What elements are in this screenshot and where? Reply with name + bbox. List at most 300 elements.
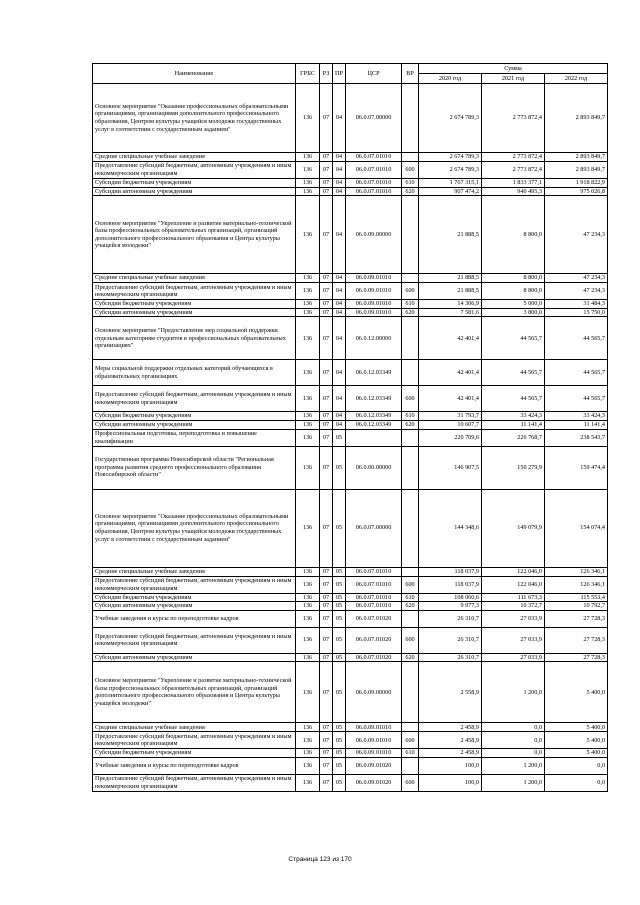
col-header-2020: 2020 год xyxy=(419,74,482,84)
table-header xyxy=(93,64,608,84)
cell-vr xyxy=(402,196,419,274)
cell-rz: 07 xyxy=(320,300,333,309)
cell-vr: 610 xyxy=(402,179,419,188)
cell-2022: 5 400,0 xyxy=(545,723,608,732)
cell-vr: 600 xyxy=(402,627,419,653)
cell-grbs: 136 xyxy=(296,162,320,179)
cell-2022: 27 728,3 xyxy=(545,627,608,653)
cell-rz: 07 xyxy=(320,774,333,791)
table-row xyxy=(93,567,608,576)
cell-vr: 600 xyxy=(402,576,419,593)
cell-name: Основное мероприятие "Оказание профессиональных образовательными организациями, организациями дополнительного профессионального образования, Центром культуры учащейся молодежи государственных услуг в соответствии с государственным заданием" xyxy=(93,84,296,153)
cell-pr: 04 xyxy=(333,386,346,412)
cell-grbs: 136 xyxy=(296,593,320,602)
cell-2020: 220 709,6 xyxy=(419,429,482,446)
cell-name: Средние специальные учебные заведения xyxy=(93,567,296,576)
cell-2020: 2 458,9 xyxy=(419,723,482,732)
cell-2020: 42 401,4 xyxy=(419,386,482,412)
cell-2021: 1 200,0 xyxy=(482,757,545,774)
budget-table xyxy=(92,63,608,792)
cell-csr: 06.0.07.00000 xyxy=(346,489,402,567)
cell-csr: 06.0.09.01010 xyxy=(346,732,402,749)
table-row xyxy=(93,300,608,309)
cell-csr: 06.0.07.01010 xyxy=(346,593,402,602)
cell-vr: 620 xyxy=(402,187,419,196)
cell-vr xyxy=(402,429,419,446)
cell-csr: 06.0.12.03349 xyxy=(346,412,402,421)
cell-grbs: 136 xyxy=(296,576,320,593)
cell-name: Субсидии бюджетным учреждениям xyxy=(93,179,296,188)
cell-vr: 620 xyxy=(402,653,419,662)
page-number: Страница 123 из 170 xyxy=(288,856,352,863)
cell-pr: 04 xyxy=(333,412,346,421)
cell-name: Основное мероприятие "Предоставление мер социальной поддержки отдельным категориям студентов в профессиональных образовательных организациях" xyxy=(93,317,296,360)
cell-csr: 06.0.07.01010 xyxy=(346,602,402,611)
cell-2021: 44 565,7 xyxy=(482,317,545,360)
cell-2022: 2 893 849,7 xyxy=(545,84,608,153)
cell-grbs: 136 xyxy=(296,749,320,758)
cell-csr: 06.0.07.01020 xyxy=(346,653,402,662)
cell-2020: 9 977,3 xyxy=(419,602,482,611)
cell-name: Государственная программа Новосибирской области "Региональная программа развития среднего профессионального образования Новосибирской области" xyxy=(93,446,296,489)
cell-2020: 42 401,4 xyxy=(419,360,482,386)
cell-2022: 5 400,0 xyxy=(545,749,608,758)
cell-csr: 06.0.09.00000 xyxy=(346,196,402,274)
table-row xyxy=(93,274,608,283)
cell-csr: 06.0.12.03349 xyxy=(346,386,402,412)
cell-name: Меры социальной поддержки отдельных категорий обучающихся в образовательных организациях xyxy=(93,360,296,386)
cell-2022: 238 543,7 xyxy=(545,429,608,446)
cell-vr: 600 xyxy=(402,774,419,791)
cell-2022: 47 234,3 xyxy=(545,196,608,274)
cell-vr: 600 xyxy=(402,386,419,412)
table-row xyxy=(93,308,608,317)
cell-2020: 108 060,6 xyxy=(419,593,482,602)
cell-name: Предоставление субсидий бюджетным, автономным учреждениям и иным некоммерческим организациям xyxy=(93,283,296,300)
cell-2022: 0,0 xyxy=(545,757,608,774)
cell-2021: 10 372,7 xyxy=(482,602,545,611)
table-row xyxy=(93,179,608,188)
cell-csr: 06.0.09.01010 xyxy=(346,749,402,758)
cell-2022: 31 484,3 xyxy=(545,300,608,309)
cell-2022: 27 728,3 xyxy=(545,653,608,662)
cell-2020: 7 581,6 xyxy=(419,308,482,317)
cell-rz: 07 xyxy=(320,662,333,723)
cell-pr: 04 xyxy=(333,317,346,360)
cell-2020: 100,0 xyxy=(419,774,482,791)
cell-name: Предоставление субсидий бюджетным, автономным учреждениям и иным некоммерческим организациям xyxy=(93,576,296,593)
cell-rz: 07 xyxy=(320,179,333,188)
cell-2022: 2 893 849,7 xyxy=(545,153,608,162)
col-header-rz: РЗ xyxy=(320,64,333,84)
table-row xyxy=(93,360,608,386)
cell-2020: 2 458,9 xyxy=(419,732,482,749)
cell-2022: 0,0 xyxy=(545,774,608,791)
cell-rz: 07 xyxy=(320,162,333,179)
cell-rz: 07 xyxy=(320,602,333,611)
table-row xyxy=(93,196,608,274)
cell-2021: 226 768,7 xyxy=(482,429,545,446)
cell-grbs: 136 xyxy=(296,627,320,653)
cell-csr: 06.0.09.01010 xyxy=(346,723,402,732)
table-row xyxy=(93,593,608,602)
cell-vr xyxy=(402,489,419,567)
table-row xyxy=(93,610,608,627)
cell-csr: 06.0.09.01010 xyxy=(346,308,402,317)
cell-name: Субсидии бюджетным учреждениям xyxy=(93,593,296,602)
cell-vr: 610 xyxy=(402,300,419,309)
cell-vr: 620 xyxy=(402,420,419,429)
cell-2020: 907 474,2 xyxy=(419,187,482,196)
cell-2022: 5 400,0 xyxy=(545,732,608,749)
cell-2021: 8 800,0 xyxy=(482,283,545,300)
cell-2020: 1 767 315,1 xyxy=(419,179,482,188)
table-row xyxy=(93,732,608,749)
cell-grbs: 136 xyxy=(296,774,320,791)
cell-vr xyxy=(402,317,419,360)
cell-vr xyxy=(402,360,419,386)
cell-grbs: 136 xyxy=(296,420,320,429)
col-header-2022: 2022 год xyxy=(545,74,608,84)
table-row xyxy=(93,774,608,791)
cell-2021: 1 200,0 xyxy=(482,662,545,723)
cell-2022: 126 346,1 xyxy=(545,576,608,593)
cell-name: Субсидии автономным учреждениям xyxy=(93,420,296,429)
cell-2021: 940 495,3 xyxy=(482,187,545,196)
cell-2020: 21 888,5 xyxy=(419,274,482,283)
cell-grbs: 136 xyxy=(296,732,320,749)
cell-rz: 07 xyxy=(320,576,333,593)
cell-grbs: 136 xyxy=(296,179,320,188)
cell-2022: 11 141,4 xyxy=(545,420,608,429)
cell-vr xyxy=(402,446,419,489)
cell-name: Субсидии автономным учреждениям xyxy=(93,653,296,662)
cell-pr: 04 xyxy=(333,196,346,274)
cell-rz: 07 xyxy=(320,610,333,627)
cell-2022: 975 026,8 xyxy=(545,187,608,196)
cell-2021: 122 046,0 xyxy=(482,576,545,593)
cell-csr: 06.0.09.01020 xyxy=(346,757,402,774)
cell-2021: 111 673,3 xyxy=(482,593,545,602)
cell-pr: 05 xyxy=(333,653,346,662)
col-header-name: Наименование xyxy=(93,64,296,84)
cell-2021: 2 773 872,4 xyxy=(482,84,545,153)
cell-csr: 06.0.07.01020 xyxy=(346,627,402,653)
cell-rz: 07 xyxy=(320,627,333,653)
cell-pr: 05 xyxy=(333,627,346,653)
cell-vr xyxy=(402,567,419,576)
cell-name: Основное мероприятие "Укрепление и развитие материально-технической базы профессиональных образовательных организаций, организаций дополнительного профессионального образования и Центра культуры учащейся молодежи" xyxy=(93,196,296,274)
col-header-grbs: ГРБС xyxy=(296,64,320,84)
cell-name: Учебные заведения и курсы по переподготовке кадров xyxy=(93,757,296,774)
cell-2020: 26 310,7 xyxy=(419,610,482,627)
cell-grbs: 136 xyxy=(296,489,320,567)
cell-pr: 04 xyxy=(333,179,346,188)
cell-csr: 06.0.12.00000 xyxy=(346,317,402,360)
cell-2022: 1 918 822,9 xyxy=(545,179,608,188)
cell-rz: 07 xyxy=(320,196,333,274)
cell-2022: 44 565,7 xyxy=(545,360,608,386)
cell-rz: 07 xyxy=(320,360,333,386)
cell-2020: 42 401,4 xyxy=(419,317,482,360)
cell-2020: 144 348,6 xyxy=(419,489,482,567)
table-row xyxy=(93,602,608,611)
cell-rz: 07 xyxy=(320,489,333,567)
cell-grbs: 136 xyxy=(296,187,320,196)
cell-csr: 06.0.12.03349 xyxy=(346,420,402,429)
table-row xyxy=(93,576,608,593)
cell-grbs: 136 xyxy=(296,153,320,162)
cell-rz: 07 xyxy=(320,386,333,412)
cell-pr: 05 xyxy=(333,662,346,723)
cell-2020: 2 674 789,3 xyxy=(419,153,482,162)
cell-csr: 06.0.07.01010 xyxy=(346,162,402,179)
cell-2020: 14 306,9 xyxy=(419,300,482,309)
cell-vr xyxy=(402,662,419,723)
table-row xyxy=(93,153,608,162)
cell-grbs: 136 xyxy=(296,610,320,627)
cell-csr: 06.0.07.01010 xyxy=(346,576,402,593)
table-row xyxy=(93,489,608,567)
cell-grbs: 136 xyxy=(296,602,320,611)
cell-2020: 21 888,5 xyxy=(419,196,482,274)
cell-name: Профессиональная подготовка, переподготовка и повышение квалификации xyxy=(93,429,296,446)
cell-2022: 47 234,3 xyxy=(545,274,608,283)
cell-2021: 2 773 872,4 xyxy=(482,153,545,162)
table-row xyxy=(93,662,608,723)
cell-2021: 44 565,7 xyxy=(482,360,545,386)
col-header-csr: ЦСР xyxy=(346,64,402,84)
cell-2022: 5 400,0 xyxy=(545,662,608,723)
cell-vr xyxy=(402,153,419,162)
cell-name: Учебные заведения и курсы по переподготовке кадров xyxy=(93,610,296,627)
cell-pr: 05 xyxy=(333,732,346,749)
cell-pr: 04 xyxy=(333,300,346,309)
cell-pr: 04 xyxy=(333,420,346,429)
col-header-sum: Сумма xyxy=(419,64,608,74)
cell-vr: 620 xyxy=(402,602,419,611)
cell-csr: 06.0.12.03349 xyxy=(346,360,402,386)
cell-2021: 122 046,0 xyxy=(482,567,545,576)
cell-grbs: 136 xyxy=(296,757,320,774)
cell-pr: 05 xyxy=(333,576,346,593)
cell-2021: 27 033,9 xyxy=(482,627,545,653)
cell-vr: 600 xyxy=(402,162,419,179)
cell-rz: 07 xyxy=(320,283,333,300)
cell-rz: 07 xyxy=(320,187,333,196)
cell-2022: 10 792,7 xyxy=(545,602,608,611)
cell-2022: 126 346,1 xyxy=(545,567,608,576)
cell-grbs: 136 xyxy=(296,412,320,421)
cell-csr: 06.0.07.01010 xyxy=(346,187,402,196)
cell-2020: 2 558,9 xyxy=(419,662,482,723)
cell-name: Средние специальные учебные заведения xyxy=(93,723,296,732)
cell-2021: 149 079,9 xyxy=(482,489,545,567)
cell-csr: 06.0.00.00000 xyxy=(346,446,402,489)
cell-2021: 11 141,4 xyxy=(482,420,545,429)
cell-name: Основное мероприятие "Укрепление и развитие материально-технической базы профессиональных образовательных организаций, организаций дополнительного профессионального образования и Центра культуры учащейся молодежи" xyxy=(93,662,296,723)
cell-rz: 07 xyxy=(320,429,333,446)
cell-2020: 31 793,7 xyxy=(419,412,482,421)
cell-2021: 2 773 872,4 xyxy=(482,162,545,179)
cell-csr: 06.0.09.01010 xyxy=(346,300,402,309)
cell-2020: 21 888,5 xyxy=(419,283,482,300)
cell-name: Субсидии бюджетным учреждениям xyxy=(93,749,296,758)
cell-2020: 2 674 789,3 xyxy=(419,84,482,153)
cell-grbs: 136 xyxy=(296,317,320,360)
cell-grbs: 136 xyxy=(296,196,320,274)
table-row xyxy=(93,283,608,300)
table-row xyxy=(93,187,608,196)
cell-rz: 07 xyxy=(320,420,333,429)
cell-pr: 05 xyxy=(333,774,346,791)
table-row xyxy=(93,317,608,360)
cell-2021: 3 800,0 xyxy=(482,308,545,317)
cell-rz: 07 xyxy=(320,153,333,162)
table-row xyxy=(93,412,608,421)
cell-vr xyxy=(402,757,419,774)
cell-2020: 100,0 xyxy=(419,757,482,774)
cell-grbs: 136 xyxy=(296,653,320,662)
cell-2020: 2 674 789,3 xyxy=(419,162,482,179)
cell-name: Предоставление субсидий бюджетным, автономным учреждениям и иным некоммерческим организациям xyxy=(93,732,296,749)
table-row xyxy=(93,420,608,429)
cell-2022: 33 424,3 xyxy=(545,412,608,421)
cell-grbs: 136 xyxy=(296,283,320,300)
cell-2022: 44 565,7 xyxy=(545,317,608,360)
cell-rz: 07 xyxy=(320,653,333,662)
cell-2021: 1 200,0 xyxy=(482,774,545,791)
cell-rz: 07 xyxy=(320,593,333,602)
cell-csr: 06.0.07.01020 xyxy=(346,610,402,627)
table-row xyxy=(93,627,608,653)
table-body xyxy=(93,84,608,792)
cell-2021: 33 424,3 xyxy=(482,412,545,421)
cell-pr: 04 xyxy=(333,162,346,179)
cell-pr: 04 xyxy=(333,360,346,386)
cell-csr: 06.0.07.01010 xyxy=(346,179,402,188)
cell-2020: 118 037,9 xyxy=(419,567,482,576)
cell-grbs: 136 xyxy=(296,300,320,309)
cell-2021: 44 565,7 xyxy=(482,386,545,412)
cell-2020: 2 458,9 xyxy=(419,749,482,758)
cell-rz: 07 xyxy=(320,446,333,489)
table-row xyxy=(93,757,608,774)
cell-grbs: 136 xyxy=(296,723,320,732)
cell-name: Субсидии автономным учреждениям xyxy=(93,308,296,317)
table-row xyxy=(93,386,608,412)
table-row xyxy=(93,446,608,489)
cell-vr: 600 xyxy=(402,732,419,749)
cell-2021: 27 033,9 xyxy=(482,610,545,627)
cell-vr xyxy=(402,610,419,627)
cell-grbs: 136 xyxy=(296,274,320,283)
cell-name: Предоставление субсидий бюджетным, автономным учреждениям и иным некоммерческим организациям xyxy=(93,386,296,412)
cell-vr xyxy=(402,274,419,283)
cell-pr: 04 xyxy=(333,187,346,196)
cell-pr: 04 xyxy=(333,283,346,300)
cell-2021: 1 833 377,1 xyxy=(482,179,545,188)
cell-csr xyxy=(346,429,402,446)
cell-rz: 07 xyxy=(320,757,333,774)
cell-pr: 05 xyxy=(333,567,346,576)
cell-pr: 04 xyxy=(333,84,346,153)
cell-grbs: 136 xyxy=(296,308,320,317)
cell-pr: 05 xyxy=(333,749,346,758)
cell-2022: 2 893 849,7 xyxy=(545,162,608,179)
cell-name: Субсидии автономным учреждениям xyxy=(93,602,296,611)
cell-grbs: 136 xyxy=(296,84,320,153)
cell-rz: 07 xyxy=(320,567,333,576)
table-row xyxy=(93,84,608,153)
cell-2022: 115 553,4 xyxy=(545,593,608,602)
cell-2022: 44 565,7 xyxy=(545,386,608,412)
cell-name: Субсидии бюджетным учреждениям xyxy=(93,300,296,309)
cell-2021: 0,0 xyxy=(482,749,545,758)
table-row xyxy=(93,723,608,732)
cell-grbs: 136 xyxy=(296,429,320,446)
cell-2020: 146 907,5 xyxy=(419,446,482,489)
cell-pr: 04 xyxy=(333,274,346,283)
cell-2020: 118 037,9 xyxy=(419,576,482,593)
cell-csr: 06.0.09.00000 xyxy=(346,662,402,723)
cell-2021: 0,0 xyxy=(482,732,545,749)
table-row xyxy=(93,653,608,662)
cell-name: Предоставление субсидий бюджетным, автономным учреждениям и иным некоммерческим организациям xyxy=(93,774,296,791)
cell-name: Субсидии автономным учреждениям xyxy=(93,187,296,196)
table-row xyxy=(93,162,608,179)
cell-name: Средние специальные учебные заведения xyxy=(93,153,296,162)
cell-2022: 159 474,4 xyxy=(545,446,608,489)
cell-2022: 27 728,3 xyxy=(545,610,608,627)
cell-grbs: 136 xyxy=(296,662,320,723)
cell-vr: 610 xyxy=(402,593,419,602)
cell-vr xyxy=(402,84,419,153)
cell-rz: 07 xyxy=(320,308,333,317)
cell-rz: 07 xyxy=(320,723,333,732)
cell-pr: 05 xyxy=(333,602,346,611)
cell-grbs: 136 xyxy=(296,446,320,489)
cell-2020: 10 607,7 xyxy=(419,420,482,429)
cell-rz: 07 xyxy=(320,412,333,421)
cell-rz: 07 xyxy=(320,732,333,749)
cell-pr: 04 xyxy=(333,308,346,317)
cell-rz: 07 xyxy=(320,84,333,153)
cell-2020: 26 310,7 xyxy=(419,653,482,662)
cell-vr xyxy=(402,723,419,732)
cell-csr: 06.0.09.01010 xyxy=(346,283,402,300)
cell-pr: 05 xyxy=(333,593,346,602)
cell-2022: 15 750,0 xyxy=(545,308,608,317)
cell-2022: 154 074,4 xyxy=(545,489,608,567)
cell-2020: 26 310,7 xyxy=(419,627,482,653)
cell-name: Предоставление субсидий бюджетным, автономным учреждениям и иным некоммерческим организациям xyxy=(93,627,296,653)
cell-2022: 47 234,3 xyxy=(545,283,608,300)
cell-csr: 06.0.09.01020 xyxy=(346,774,402,791)
cell-vr: 600 xyxy=(402,283,419,300)
cell-pr: 05 xyxy=(333,723,346,732)
cell-pr: 05 xyxy=(333,446,346,489)
cell-pr: 05 xyxy=(333,429,346,446)
cell-2021: 150 279,9 xyxy=(482,446,545,489)
cell-csr: 06.0.07.00000 xyxy=(346,84,402,153)
cell-pr: 05 xyxy=(333,489,346,567)
cell-2021: 8 800,0 xyxy=(482,274,545,283)
cell-2021: 5 000,0 xyxy=(482,300,545,309)
table-row xyxy=(93,749,608,758)
cell-pr: 05 xyxy=(333,610,346,627)
table-row xyxy=(93,429,608,446)
